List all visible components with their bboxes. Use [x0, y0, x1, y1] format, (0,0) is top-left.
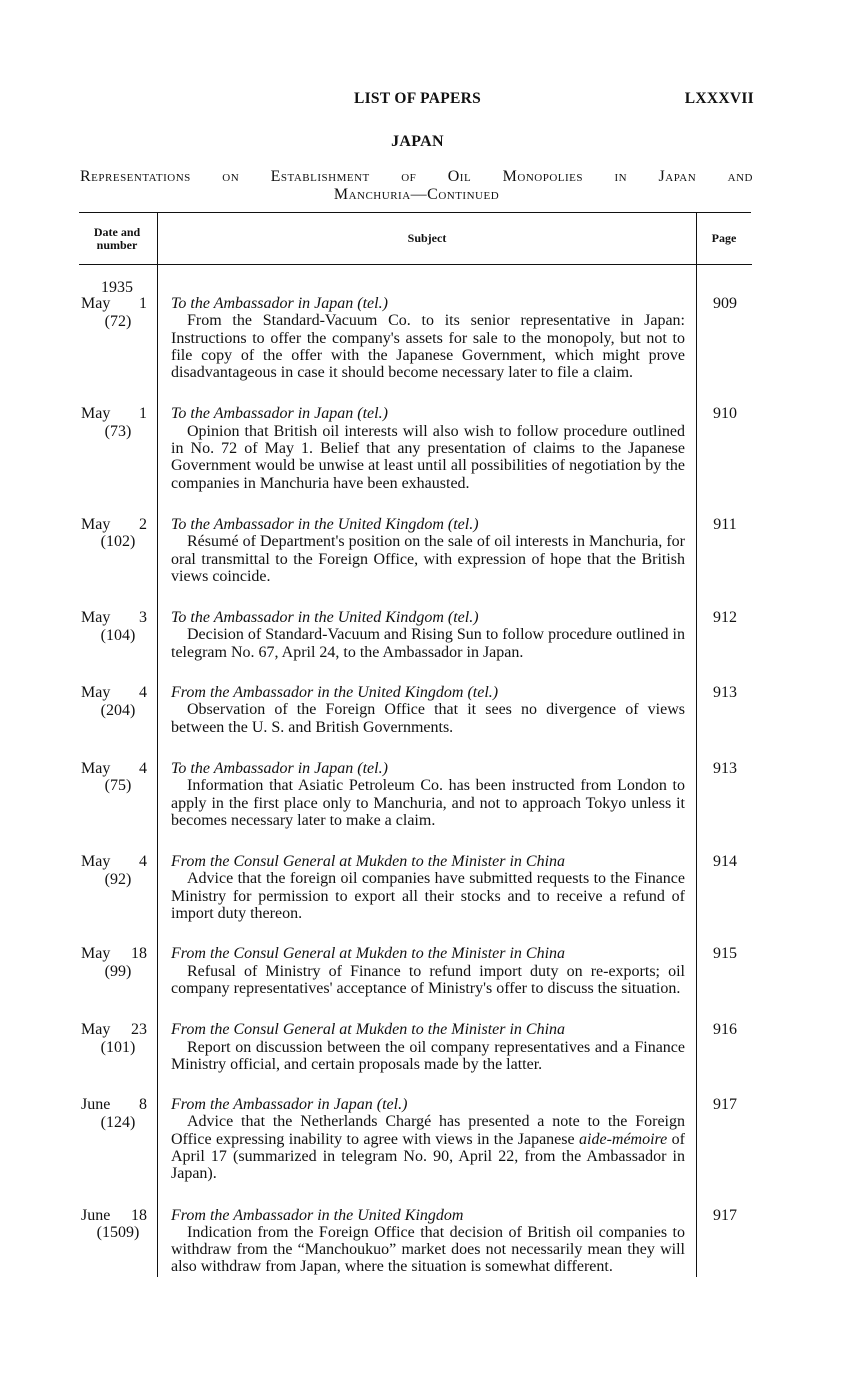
entry-number: (104) [100, 626, 136, 644]
entry-summary: Decision of Standard-Vacuum and Rising Sun to follow procedure outlined in telegram No. 67, April 24, to the Ambassador in Japan. [171, 626, 685, 661]
entry-summary [171, 1113, 685, 1182]
entry-heading: To the Ambassador in the United Kingdom (tel.) [171, 515, 479, 533]
entry-page: 912 [713, 609, 737, 627]
table-row [79, 609, 752, 661]
table-row [79, 853, 752, 922]
table-row [79, 405, 752, 491]
entry-page: 917 [713, 1206, 737, 1224]
entry-summary: Indication from the Foreign Office that decision of British oil companies to withdraw from the “Manchoukuo” market does not necessarily mean they will also withdraw from Japan, where the situation is somewhat different. [171, 1223, 685, 1276]
entry-subject-cell [171, 405, 685, 491]
section-title: JAPAN [391, 133, 444, 150]
entry-date-cell [81, 609, 147, 644]
entry-number: (73) [104, 422, 132, 440]
entry-date: May 23 [81, 1021, 147, 1039]
entry-subject-cell [171, 760, 685, 829]
subtitle-line-1: Representations on Establishment of Oil Monopolies in Japan and [80, 168, 753, 185]
entry-date: May 18 [81, 945, 147, 963]
table-row [79, 945, 752, 997]
entry-page: 914 [713, 853, 737, 871]
entry-summary-part: Advice that the Netherlands Chargé has presented a note to the Foreign Office expressing inability to agree with views in the Japanese [171, 1113, 685, 1148]
entry-summary: Report on discussion between the oil company representatives and a Finance Ministry official, and certain proposals made by the latter. [171, 1038, 685, 1073]
entry-subject-cell [171, 516, 685, 585]
subtitle-line-2: Manchuria—Continued [333, 186, 500, 203]
entry-heading: To the Ambassador in Japan (tel.) [171, 295, 388, 312]
papers-table [79, 212, 752, 1276]
entry-date: May 1 [81, 295, 147, 312]
entry-summary: From the Standard-Vacuum Co. to its senior representative in Japan: Instructions to offer the company's assets for sale to the monopoly, but not to file copy of the offer with the Japanese Government, which might prove disadvantageous in case it should become necessary later to file a claim. [171, 312, 685, 382]
entry-date-cell [81, 760, 147, 795]
entry-number: (101) [100, 1038, 136, 1056]
section-subtitle [80, 168, 753, 204]
entry-list [79, 295, 752, 1276]
entry-date: June 8 [81, 1096, 147, 1114]
table-row [79, 295, 752, 381]
entry-page: 913 [713, 684, 737, 702]
entry-number: (124) [100, 1113, 136, 1131]
entry-number: (99) [104, 962, 132, 980]
table-header-row [79, 213, 752, 265]
entry-date-cell [81, 853, 147, 888]
entry-subject-cell [171, 945, 685, 997]
entry-page: 917 [713, 1096, 737, 1114]
column-header-date: Date and number [93, 224, 141, 252]
entry-heading: From the Ambassador in Japan (tel.) [171, 1096, 408, 1114]
entry-summary: Résumé of Department's position on the sale of oil interests in Manchuria, for oral transmittal to the Foreign Office, with expression of hope that the British views coincide. [171, 533, 685, 585]
page-folio: LXXXVII [684, 90, 754, 107]
entry-heading: To the Ambassador in Japan (tel.) [171, 405, 388, 423]
table-row [79, 1021, 752, 1073]
entry-number: (92) [104, 870, 132, 888]
entry-heading: From the Consul General at Mukden to the Minister in China [171, 853, 566, 871]
entry-page: 916 [713, 1021, 737, 1039]
entry-date: May 1 [81, 405, 147, 423]
entry-date: May 4 [81, 684, 147, 702]
entry-heading: From the Consul General at Mukden to the Minister in China [171, 1021, 566, 1039]
entry-date-cell [81, 684, 147, 719]
running-title: LIST OF PAPERS [353, 90, 482, 107]
entry-date-cell [81, 1021, 147, 1056]
column-header-subject: Subject [157, 213, 697, 264]
entry-page: 910 [713, 405, 737, 423]
entry-number: (102) [100, 533, 136, 551]
entry-summary-part: of April 17 (summarized in telegram No. 90, April 22, from the Ambassador in Japan). [171, 1130, 686, 1183]
running-head [0, 90, 850, 110]
entry-date-cell [81, 516, 147, 551]
entry-page: 915 [713, 945, 737, 963]
entry-date-cell [81, 405, 147, 440]
entry-subject-cell [171, 853, 685, 922]
entry-subject-cell [171, 1207, 685, 1276]
entry-number: (75) [104, 777, 132, 795]
year-label: 1935 [101, 279, 133, 296]
entry-subject-cell [171, 1021, 685, 1073]
entry-heading: From the Ambassador in the United Kingdom (tel.) [171, 684, 499, 702]
entry-date: May 2 [81, 515, 147, 533]
entry-date: May 4 [81, 759, 147, 777]
table-row [79, 1207, 752, 1276]
entry-date: May 3 [81, 609, 147, 627]
entry-subject-cell [171, 609, 685, 661]
entry-date-cell [81, 1096, 147, 1131]
entry-page: 909 [713, 295, 737, 312]
table-row [79, 684, 752, 736]
entry-heading: From the Consul General at Mukden to the Minister in China [171, 945, 566, 963]
entry-number: (204) [100, 701, 136, 719]
entry-summary: Opinion that British oil interests will also wish to follow procedure outlined in No. 72 of May 1. Belief that any presentation of claims to the Japanese Government would be unwise at least until all possibilities of negotiation by the companies in Manchuria have been exhausted. [171, 422, 685, 492]
entry-heading: To the Ambassador in the United Kindgom (tel.) [171, 609, 479, 627]
entry-summary: Observation of the Foreign Office that it sees no divergence of views between the U. S. and British Governments. [171, 701, 685, 736]
entry-summary: Refusal of Ministry of Finance to refund import duty on re-exports; oil company representatives' acceptance of Ministry's offer to discuss the situation. [171, 962, 685, 997]
entry-date-cell [81, 295, 147, 330]
entry-date: May 4 [81, 853, 147, 871]
entry-heading: From the Ambassador in the United Kingdom [171, 1206, 464, 1224]
entry-subject-cell [171, 295, 685, 381]
entry-number: (1509) [96, 1224, 140, 1242]
entry-page: 913 [713, 759, 737, 777]
entry-date-cell [81, 1207, 147, 1242]
entry-summary: Information that Asiatic Petroleum Co. has been instructed from London to apply in the first place only to Manchuria, and not to approach Tokyo unless it becomes necessary later to make a claim. [171, 777, 685, 829]
table-row [79, 516, 752, 585]
entry-summary-italic: aide-mémoire [579, 1130, 668, 1148]
table-row [79, 1096, 752, 1182]
entry-number: (72) [104, 312, 132, 330]
column-header-page: Page [711, 231, 737, 245]
entry-summary: Advice that the foreign oil companies have submitted requests to the Finance Ministry for permission to export all their stocks and to receive a refund of import duty thereon. [171, 870, 685, 923]
entry-subject-cell [171, 1096, 685, 1182]
entry-page: 911 [713, 515, 737, 533]
entry-date-cell [81, 945, 147, 980]
entry-heading: To the Ambassador in Japan (tel.) [171, 759, 388, 777]
entry-subject-cell [171, 684, 685, 736]
table-row [79, 760, 752, 829]
entry-date: June 18 [81, 1206, 147, 1224]
